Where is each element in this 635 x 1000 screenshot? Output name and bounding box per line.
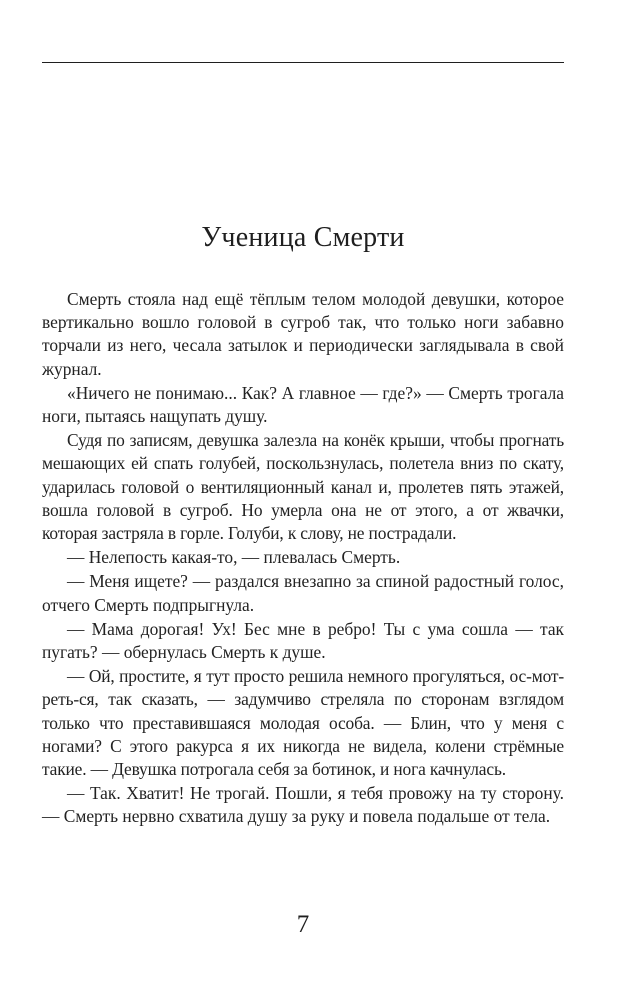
paragraph-5: — Меня ищете? — раздался внезапно за спиной радостный голос, отчего Смерть подпрыгнула. (42, 571, 564, 615)
page-number: 7 (296, 911, 310, 938)
chapter-title: Ученица Смерти (201, 222, 405, 253)
paragraph-3: Судя по записям, девушка залезла на конёк крыши, чтобы прогнать мешающих ей спать голубей, поскользнулась, полетела вниз по скату, ударилась головой о вентиляционный канал и, пролетев пять этажей, вошла головой в сугроб. Но умерла она не от этого, а от жвачки, которая застряла в горле. Голуби, к слову, не пострадали. (42, 430, 564, 544)
paragraph-6: — Мама дорогая! Ух! Бес мне в ребро! Ты с ума сошла — так пугать? — обернулась Смерть к душе. (42, 618, 564, 663)
paragraph-4: — Нелепость какая-то, — плевалась Смерть. (67, 547, 401, 568)
paragraph-8: — Так. Хватит! Не трогай. Пошли, я тебя провожу на ту сторону. — Смерть нервно схватила душу за руку и повела подальше от тела. (42, 783, 564, 827)
paragraph-2: «Ничего не понимаю... Как? А главное — где?» — Смерть трогала ноги, пытаясь нащупать душу. (42, 382, 564, 427)
paragraph-7: — Ой, простите, я тут просто решила немного прогуляться, ос-мот-реть-ся, так сказать, — задумчиво стреляла по сторонам взглядом только что преставившаяся молодая особа. — Блин, что у меня с ногами? С этого ракурса я их никогда не видела, колени стрёмные такие. — Девушка потрогала себя за ботинок, и нога качнулась. (42, 666, 564, 780)
paragraph-1: Смерть стояла над ещё тёплым телом молодой девушки, которое вертикально вошло головой в сугроб так, что только ноги забавно торчали из него, чесала затылок и периодически заглядывала в свой журнал. (42, 289, 564, 379)
chapter-body (42, 288, 564, 829)
header-rule (42, 62, 564, 63)
